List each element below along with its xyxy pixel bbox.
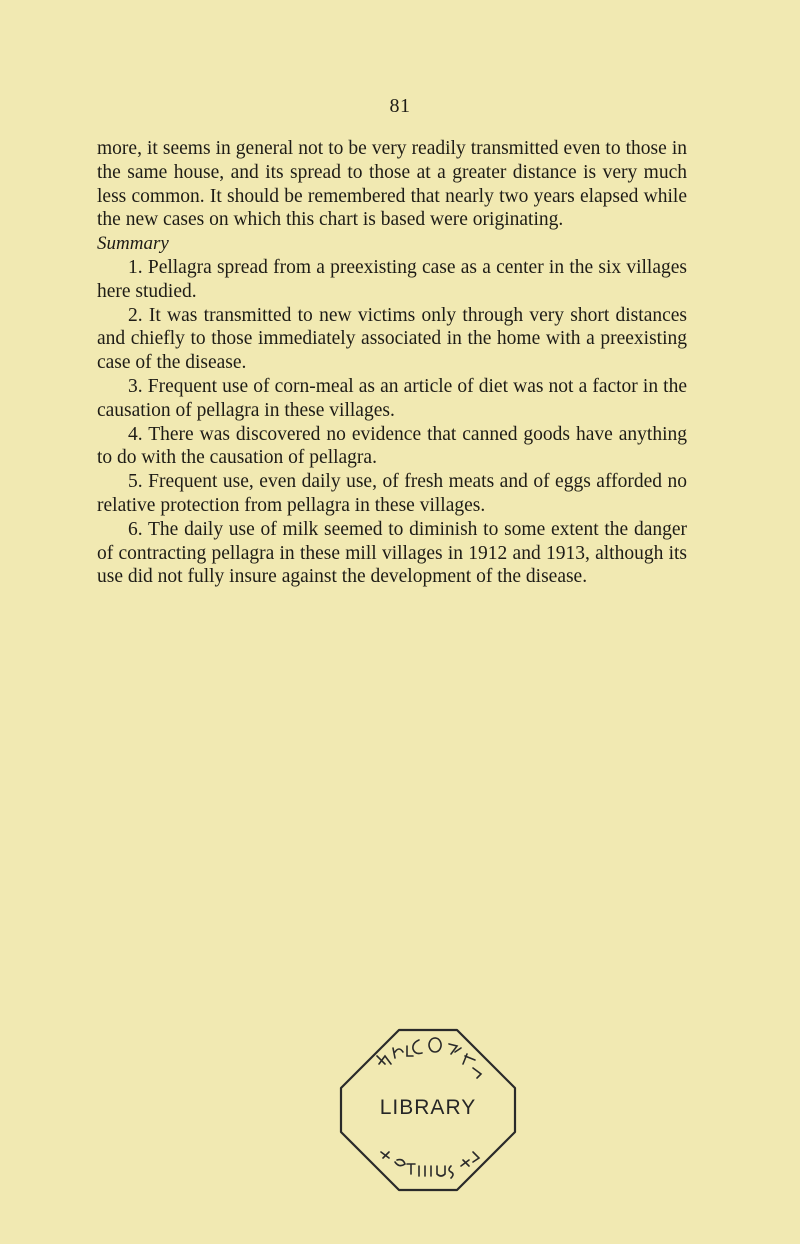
stamp-label: LIBRARY (379, 1096, 477, 1119)
summary-item: 3. Frequent use of corn-meal as an article of diet was not a factor in the causation of pellagra in these villages. (97, 375, 687, 421)
paragraph: more, it seems in general not to be very readily transmitted even to those in the same house, and its spread to those at a greater distance is very much less common. It should be remembered that nearly two years elapsed while the new cases on which this chart is based were originating. (97, 138, 687, 231)
summary-item: 5. Frequent use, even daily use, of fresh meats and of eggs afforded no relative protection from pellagra in these villages. (97, 471, 687, 516)
summary-item: 6. The daily use of milk seemed to diminish to some extent the danger of contracting pellagra in these mill villages in 1912 and 1913, although its use did not fully insure against the development of the disease. (97, 518, 687, 588)
summary-item: 1. Pellagra spread from a preexisting case as a center in the six villages here studied. (97, 256, 687, 302)
summary-item: 2. It was transmitted to new victims only through very short distances and chiefly to those immediately associated in the home with a preexisting case of the disease. (97, 304, 687, 374)
page-number: 81 (389, 95, 411, 117)
library-stamp (337, 1026, 519, 1194)
summary-item: 4. There was discovered no evidence that canned goods have anything to do with the causation of pellagra. (97, 423, 687, 469)
body-text (97, 137, 687, 589)
section-heading: Summary (97, 233, 169, 255)
